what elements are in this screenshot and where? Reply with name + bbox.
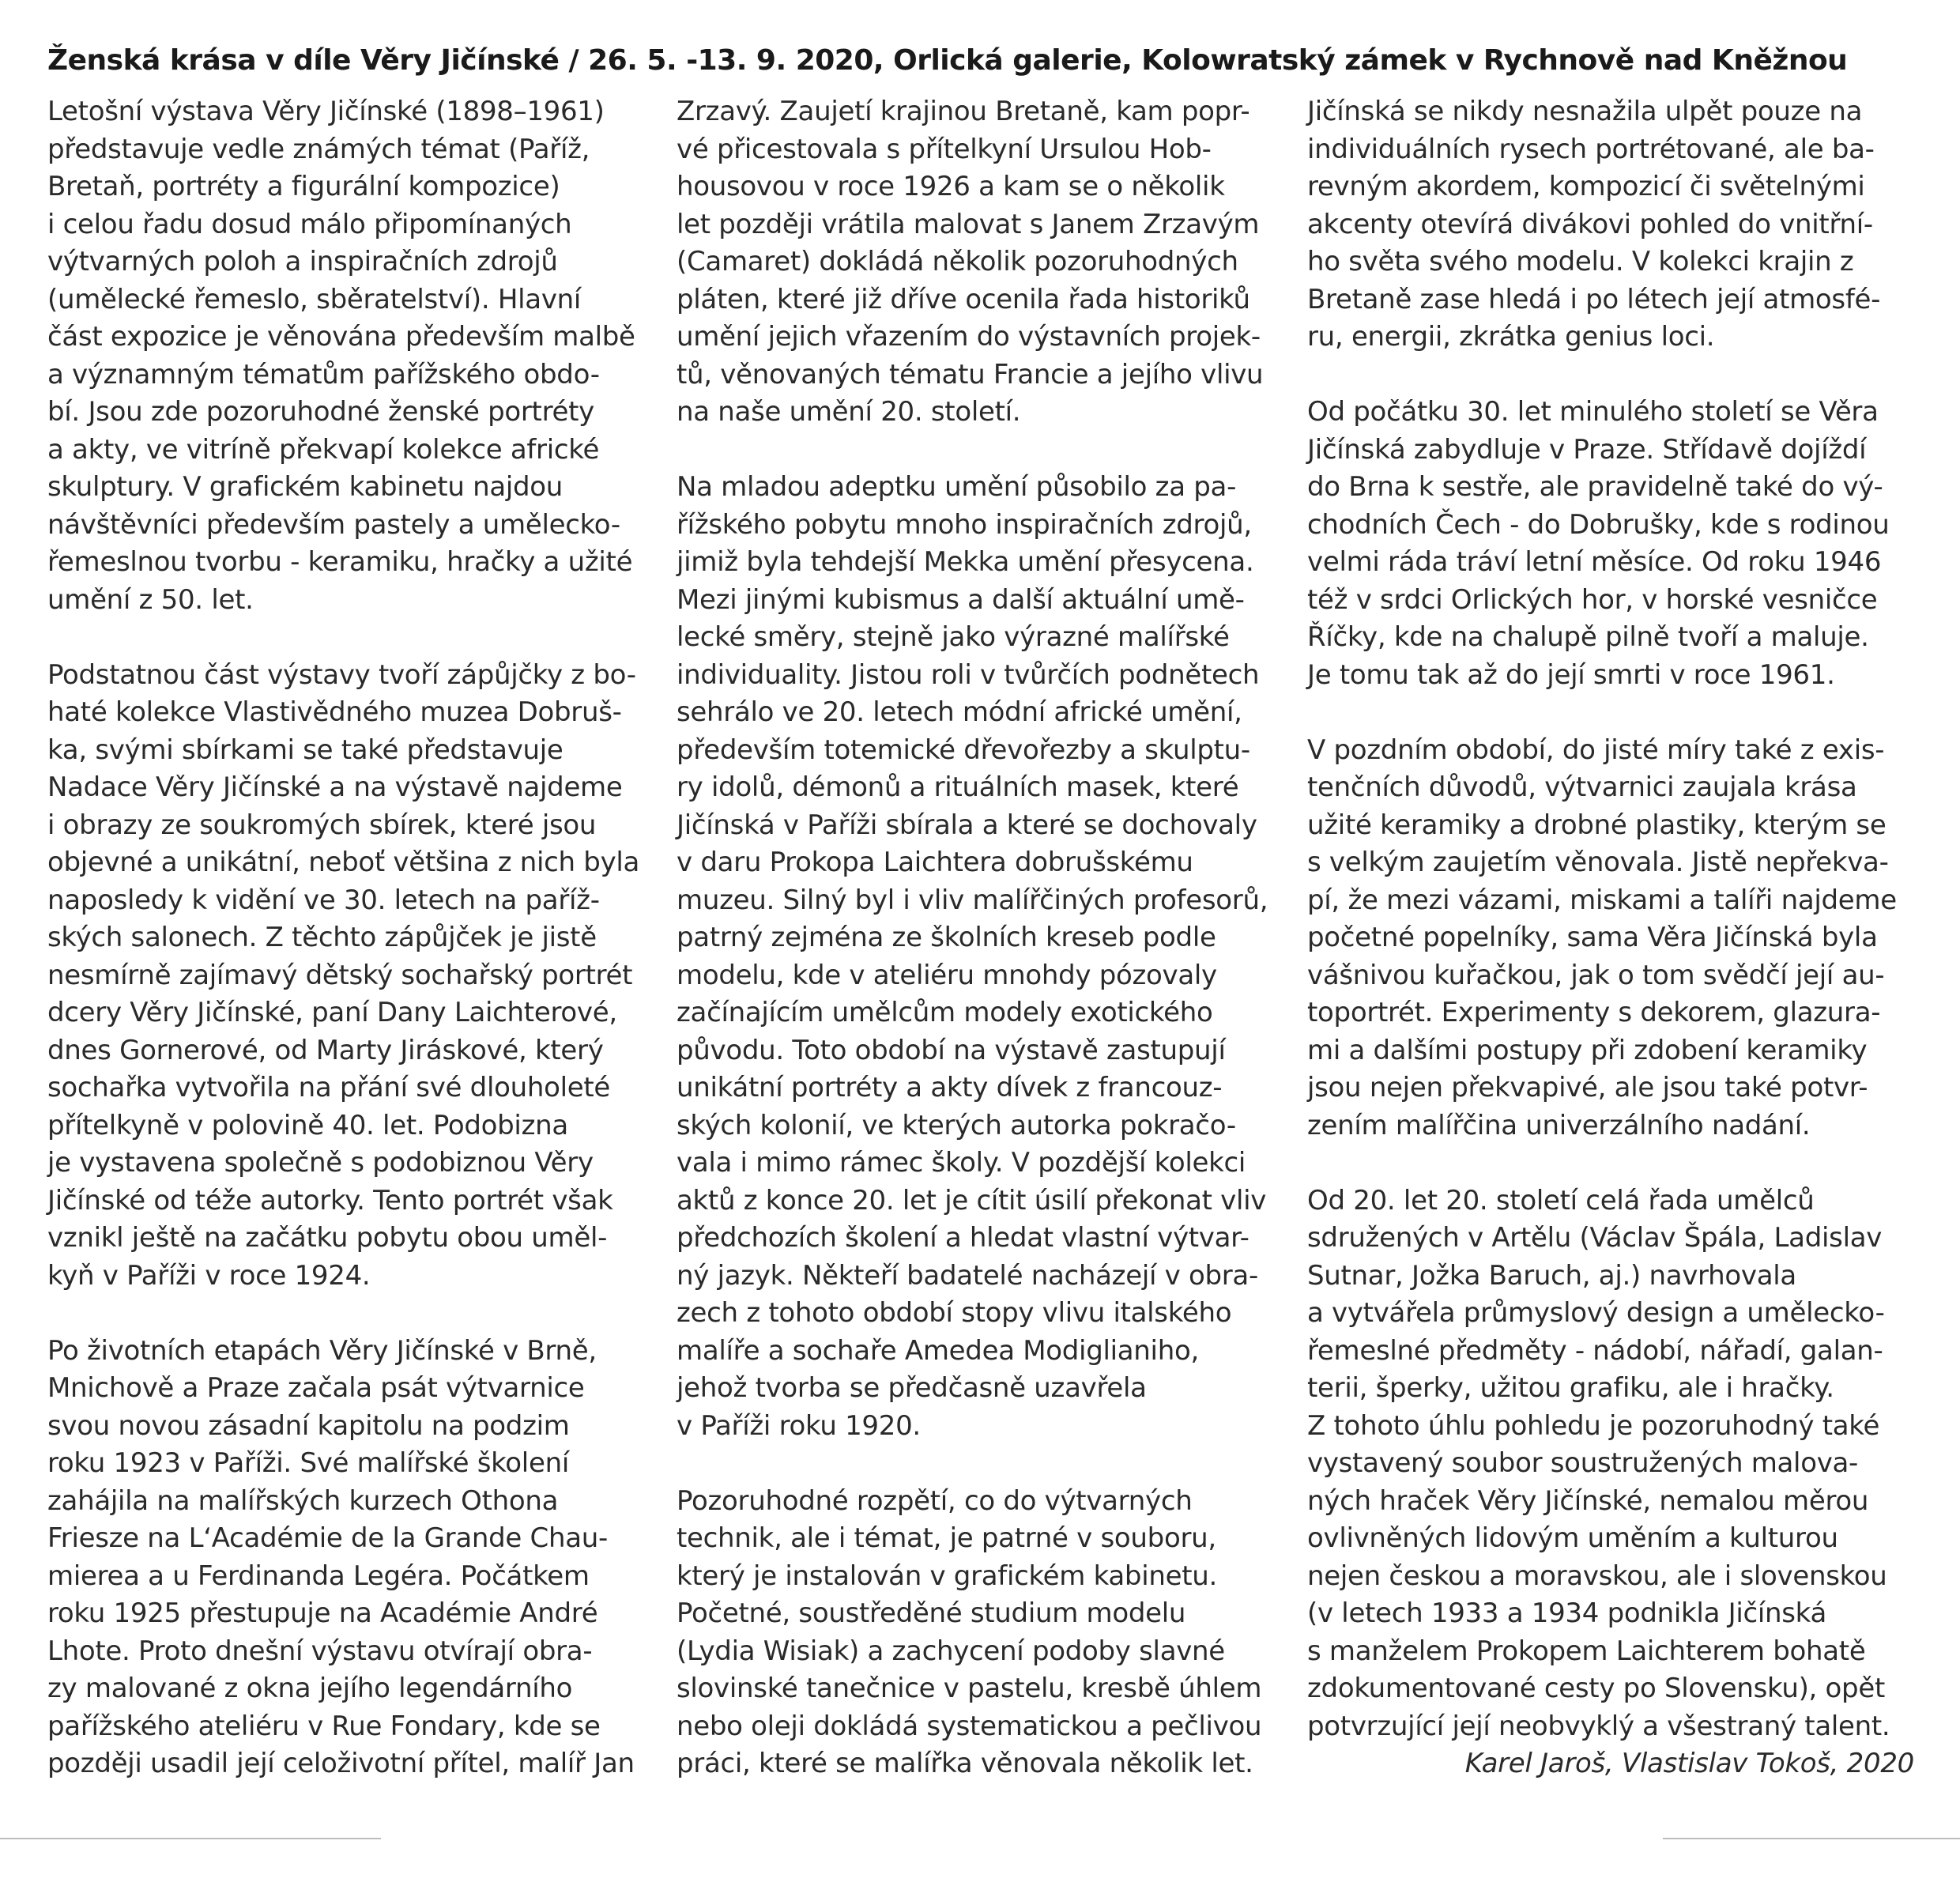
- paragraph: [677, 469, 1285, 1445]
- text-line: ovlivněných lidovým uměním a kulturou: [1307, 1522, 1838, 1554]
- text-line: Z tohoto úhlu pohledu je pozoruhodný také: [1307, 1409, 1880, 1442]
- text-line: (Camaret) dokládá několik pozoruhodných: [677, 246, 1238, 277]
- text-column-1: [47, 93, 656, 1820]
- paragraph: [47, 93, 656, 619]
- text-column-3: [1307, 93, 1916, 1783]
- text-line: haté kolekce Vlastivědného muzea Dobruš-: [47, 696, 622, 728]
- text-line: především totemické dřevořezby a skulptu-: [677, 734, 1250, 766]
- text-line: potvrzující její neobvyklý a všestraný talent.: [1307, 1710, 1890, 1742]
- text-line: pařížského ateliéru v Rue Fondary, kde se: [47, 1710, 601, 1742]
- text-line: objevné a unikátní, neboť většina z nich byla: [47, 847, 640, 878]
- text-line: na naše umění 20. století.: [677, 396, 1021, 428]
- text-line: přítelkyně v polovině 40. let. Podobizna: [47, 1109, 568, 1141]
- text-line: v Paříži roku 1920.: [677, 1409, 921, 1442]
- text-line: tů, věnovaných tématu Francie a jejího vlivu: [677, 358, 1264, 390]
- text-line: Podstatnou část výstavy tvoří zápůjčky z bo-: [47, 658, 636, 691]
- paragraph: [47, 1333, 656, 1783]
- text-line: Na mladou adeptku umění působilo za pa-: [677, 471, 1237, 503]
- text-line: Mnichově a Praze začala psát výtvarnice: [47, 1372, 585, 1404]
- text-line: začínajícím umělcům modely exotického: [677, 997, 1213, 1028]
- text-line: tenčních důvodů, výtvarnici zaujala krása: [1307, 771, 1857, 803]
- text-line: Od 20. let 20. století celá řada umělců: [1307, 1184, 1815, 1216]
- text-line: toportrét. Experimenty s dekorem, glazura-: [1307, 997, 1881, 1028]
- text-line: s manželem Prokopem Laichterem bohatě: [1307, 1635, 1866, 1667]
- text-line: sochařka vytvořila na přání své dlouholeté: [47, 1072, 611, 1103]
- text-line: patrný zejména ze školních kreseb podle: [677, 922, 1216, 953]
- author-signature: Karel Jaroš, Vlastislav Tokoš, 2020: [1464, 1748, 1914, 1779]
- text-line: jsou nejen překvapivé, ale jsou také potvr-: [1307, 1072, 1868, 1103]
- text-line: mi a dalšími postupy při zdobení keramiky: [1307, 1034, 1868, 1066]
- text-line: individuálních rysech portrétované, ale ba-: [1307, 133, 1875, 165]
- paragraph: [1307, 732, 1916, 1145]
- text-line: Početné, soustředěné studium modelu: [677, 1597, 1186, 1629]
- text-line: ských kolonií, ve kterých autorka pokračo-: [677, 1109, 1236, 1141]
- text-line: sehrálo ve 20. letech módní africké umění,: [677, 696, 1242, 728]
- text-line: jimiž byla tehdejší Mekka umění přesycena.: [677, 546, 1254, 578]
- text-line: Jičínská v Paříži sbírala a které se dochovaly: [677, 809, 1257, 841]
- text-line: řemeslnou tvorbu - keramiku, hračky a užité: [47, 546, 633, 578]
- text-line: sdružených v Artělu (Václav Špála, Ladislav: [1307, 1222, 1883, 1254]
- text-line: vala i mimo rámec školy. V pozdější kolekci: [677, 1147, 1246, 1179]
- text-line: a akty, ve vitríně překvapí kolekce africké: [47, 433, 600, 466]
- text-line: Mezi jinými kubismus a další aktuální umě-: [677, 583, 1245, 616]
- text-line: slovinské tanečnice v pastelu, kresbě úhlem: [677, 1673, 1262, 1704]
- text-line: Jičínské od téže autorky. Tento portrét však: [47, 1184, 613, 1216]
- text-line: chodních Čech - do Dobrušky, kde s rodinou: [1307, 508, 1890, 541]
- text-line: muzeu. Silný byl i vliv malířčiných profesorů,: [677, 884, 1268, 916]
- text-line: který je instalován v grafickém kabinetu.: [677, 1560, 1218, 1592]
- text-line: roku 1925 přestupuje na Académie André: [47, 1597, 598, 1629]
- text-line: dcery Věry Jičínské, paní Dany Laichterové,: [47, 997, 617, 1028]
- paragraph: [47, 657, 656, 1296]
- text-line: terii, šperky, užitou grafiku, ale i hračky.: [1307, 1372, 1834, 1404]
- text-line: akcenty otevírá divákovi pohled do vnitřní-: [1307, 208, 1873, 240]
- text-line: též v srdci Orlických hor, v horské vesničce: [1307, 583, 1878, 616]
- text-line: Jičínská se nikdy nesnažila ulpět pouze na: [1307, 96, 1863, 127]
- text-line: Lhote. Proto dnešní výstavu otvírají obra-: [47, 1635, 593, 1667]
- text-line: jehož tvorba se předčasně uzavřela: [677, 1372, 1147, 1404]
- text-line: pláten, které již dříve ocenila řada historiků: [677, 283, 1250, 315]
- footer-divider-right: [1663, 1838, 1960, 1839]
- text-line: zy malované z okna jejího legendárního: [47, 1673, 573, 1704]
- text-line: ry idolů, démonů a rituálních masek, které: [677, 771, 1239, 803]
- text-line: později usadil její celoživotní přítel, malíř Jan: [47, 1748, 635, 1779]
- text-line: vé přicestovala s přítelkyní Ursulou Hob-: [677, 133, 1212, 165]
- text-line: V pozdním období, do jisté míry také z exis-: [1307, 734, 1885, 766]
- text-line: velmi ráda tráví letní měsíce. Od roku 1946: [1307, 546, 1882, 578]
- text-line: revným akordem, kompozicí či světelnými: [1307, 171, 1865, 202]
- text-line: pí, že mezi vázami, miskami a talíři najdeme: [1307, 884, 1897, 916]
- text-line: umění z 50. let.: [47, 583, 254, 616]
- text-line: část expozice je věnována především malbě: [47, 321, 635, 353]
- text-line: modelu, kde v ateliéru mnohdy pózovaly: [677, 959, 1217, 991]
- text-line: ru, energii, zkrátka genius loci.: [1307, 321, 1715, 353]
- paragraph: [1307, 394, 1916, 694]
- text-line: Letošní výstava Věry Jičínské (1898–1961): [47, 96, 605, 127]
- text-line: Bretaň, portréty a figurální kompozice): [47, 171, 560, 202]
- text-line: užité keramiky a drobné plastiky, kterým se: [1307, 809, 1886, 841]
- text-line: individuality. Jistou roli v tvůrčích podnětech: [677, 658, 1260, 691]
- text-line: Nadace Věry Jičínské a na výstavě najdeme: [47, 771, 623, 803]
- text-line: s velkým zaujetím věnovala. Jistě nepřekva-: [1307, 847, 1889, 878]
- text-line: technik, ale i témat, je patrné v souboru,: [677, 1522, 1216, 1554]
- text-line: nebo oleji dokládá systematickou a pečlivou: [677, 1710, 1262, 1742]
- text-line: Zrzavý. Zaujetí krajinou Bretaně, kam popr-: [677, 96, 1250, 127]
- text-line: svou novou zásadní kapitolu na podzim: [47, 1409, 570, 1442]
- text-line: vášnivou kuřačkou, jak o tom svědčí její au-: [1307, 959, 1885, 991]
- text-line: skulptury. V grafickém kabinetu najdou: [47, 471, 564, 503]
- text-line: umění jejich vřazením do výstavních projek-: [677, 321, 1261, 353]
- text-line: návštěvníci především pastely a umělecko-: [47, 508, 620, 541]
- text-line: lecké směry, stejně jako výrazné malířské: [677, 621, 1230, 653]
- text-line: zahájila na malířských kurzech Othona: [47, 1484, 559, 1517]
- text-line: mierea a u Ferdinanda Legéra. Počátkem: [47, 1560, 590, 1592]
- text-line: do Brna k sestře, ale pravidelně také do vý-: [1307, 471, 1883, 503]
- text-line: vznikl ještě na začátku pobytu obou uměl-: [47, 1222, 608, 1254]
- text-line: ských salonech. Z těchto zápůjček je jistě: [47, 922, 597, 953]
- text-line: nejen českou a moravskou, ale i slovenskou: [1307, 1560, 1887, 1592]
- text-line: ho světa svého modelu. V kolekci krajin z: [1307, 246, 1854, 277]
- text-line: představuje vedle známých témat (Paříž,: [47, 133, 590, 165]
- text-line: malíře a sochaře Amedea Modiglianiho,: [677, 1334, 1199, 1367]
- text-line: Sutnar, Jožka Baruch, aj.) navrhovala: [1307, 1259, 1796, 1292]
- paragraph: [1307, 93, 1916, 356]
- text-line: a významným tématům pařížského obdo-: [47, 358, 600, 390]
- text-line: předchozích školení a hledat vlastní výtvar-: [677, 1222, 1250, 1254]
- text-line: nesmírně zajímavý dětský sochařský portrét: [47, 959, 633, 991]
- text-line: (v letech 1933 a 1934 podnikla Jičínská: [1307, 1597, 1827, 1629]
- paragraph: [677, 1483, 1285, 1783]
- text-line: zech z tohoto období stopy vlivu italského: [677, 1297, 1232, 1329]
- paragraph: [1307, 1182, 1916, 1746]
- text-line: ných hraček Věry Jičínské, nemalou měrou: [1307, 1484, 1869, 1517]
- paragraph: [677, 93, 1285, 432]
- text-line: řemeslné předměty - nádobí, nářadí, galan-: [1307, 1334, 1883, 1367]
- text-line: vystavený soubor soustružených malova-: [1307, 1447, 1859, 1479]
- text-line: původu. Toto období na výstavě zastupují: [677, 1034, 1226, 1066]
- text-line: bí. Jsou zde pozoruhodné ženské portréty: [47, 396, 594, 428]
- text-line: (umělecké řemeslo, sběratelství). Hlavní: [47, 283, 582, 315]
- text-line: Jičínská zabydluje v Praze. Střídavě dojíždí: [1307, 433, 1867, 466]
- footer-divider-left: [0, 1838, 381, 1839]
- text-line: (Lydia Wisiak) a zachycení podoby slavné: [677, 1635, 1225, 1667]
- text-line: řížského pobytu mnoho inspiračních zdrojů,: [677, 508, 1252, 541]
- text-line: Friesze na L‘Académie de la Grande Chau-: [47, 1522, 608, 1554]
- text-line: práci, které se malířka věnovala několik let.: [677, 1748, 1253, 1779]
- text-line: Od počátku 30. let minulého století se Věra: [1307, 396, 1879, 428]
- text-line: kyň v Paříži v roce 1924.: [47, 1259, 371, 1292]
- text-line: Říčky, kde na chalupě pilně tvoří a maluje.: [1307, 621, 1869, 653]
- text-line: naposledy k vidění ve 30. letech na paříž-: [47, 884, 600, 916]
- text-line: Bretaně zase hledá i po létech její atmosfé-: [1307, 283, 1881, 315]
- text-column-2: [677, 93, 1285, 1820]
- article-title: Ženská krása v díle Věry Jičínské / 26. 5. -13. 9. 2020, Orlická galerie, Kolowratský zámek v Rychnově nad Kněžnou: [47, 44, 1848, 77]
- text-line: aktů z konce 20. let je cítit úsilí překonat vliv: [677, 1184, 1267, 1216]
- text-line: let později vrátila malovat s Janem Zrzavým: [677, 208, 1260, 240]
- text-line: roku 1923 v Paříži. Své malířské školení: [47, 1447, 569, 1479]
- text-line: dnes Gornerové, od Marty Jiráskové, který: [47, 1034, 604, 1066]
- text-line: zdokumentované cesty po Slovensku), opět: [1307, 1673, 1885, 1704]
- text-line: je vystavena společně s podobiznou Věry: [47, 1147, 594, 1179]
- text-line: i obrazy ze soukromých sbírek, které jsou: [47, 809, 597, 841]
- text-line: i celou řadu dosud málo připomínaných: [47, 208, 572, 240]
- text-line: v daru Prokopa Laichtera dobrušskému: [677, 847, 1193, 878]
- text-line: početné popelníky, sama Věra Jičínská byla: [1307, 922, 1878, 953]
- text-line: výtvarných poloh a inspiračních zdrojů: [47, 246, 558, 277]
- text-line: housovou v roce 1926 a kam se o několik: [677, 171, 1225, 202]
- text-line: Pozoruhodné rozpětí, co do výtvarných: [677, 1484, 1193, 1517]
- text-line: zením malířčina univerzálního nadání.: [1307, 1109, 1811, 1141]
- text-line: unikátní portréty a akty dívek z francouz-: [677, 1072, 1223, 1103]
- text-line: ný jazyk. Někteří badatelé nacházejí v obra-: [677, 1259, 1258, 1292]
- text-line: a vytvářela průmyslový design a umělecko-: [1307, 1297, 1885, 1329]
- text-line: Je tomu tak až do její smrti v roce 1961.: [1307, 658, 1835, 691]
- text-line: ka, svými sbírkami se také představuje: [47, 734, 564, 766]
- text-line: Po životních etapách Věry Jičínské v Brně,: [47, 1334, 597, 1367]
